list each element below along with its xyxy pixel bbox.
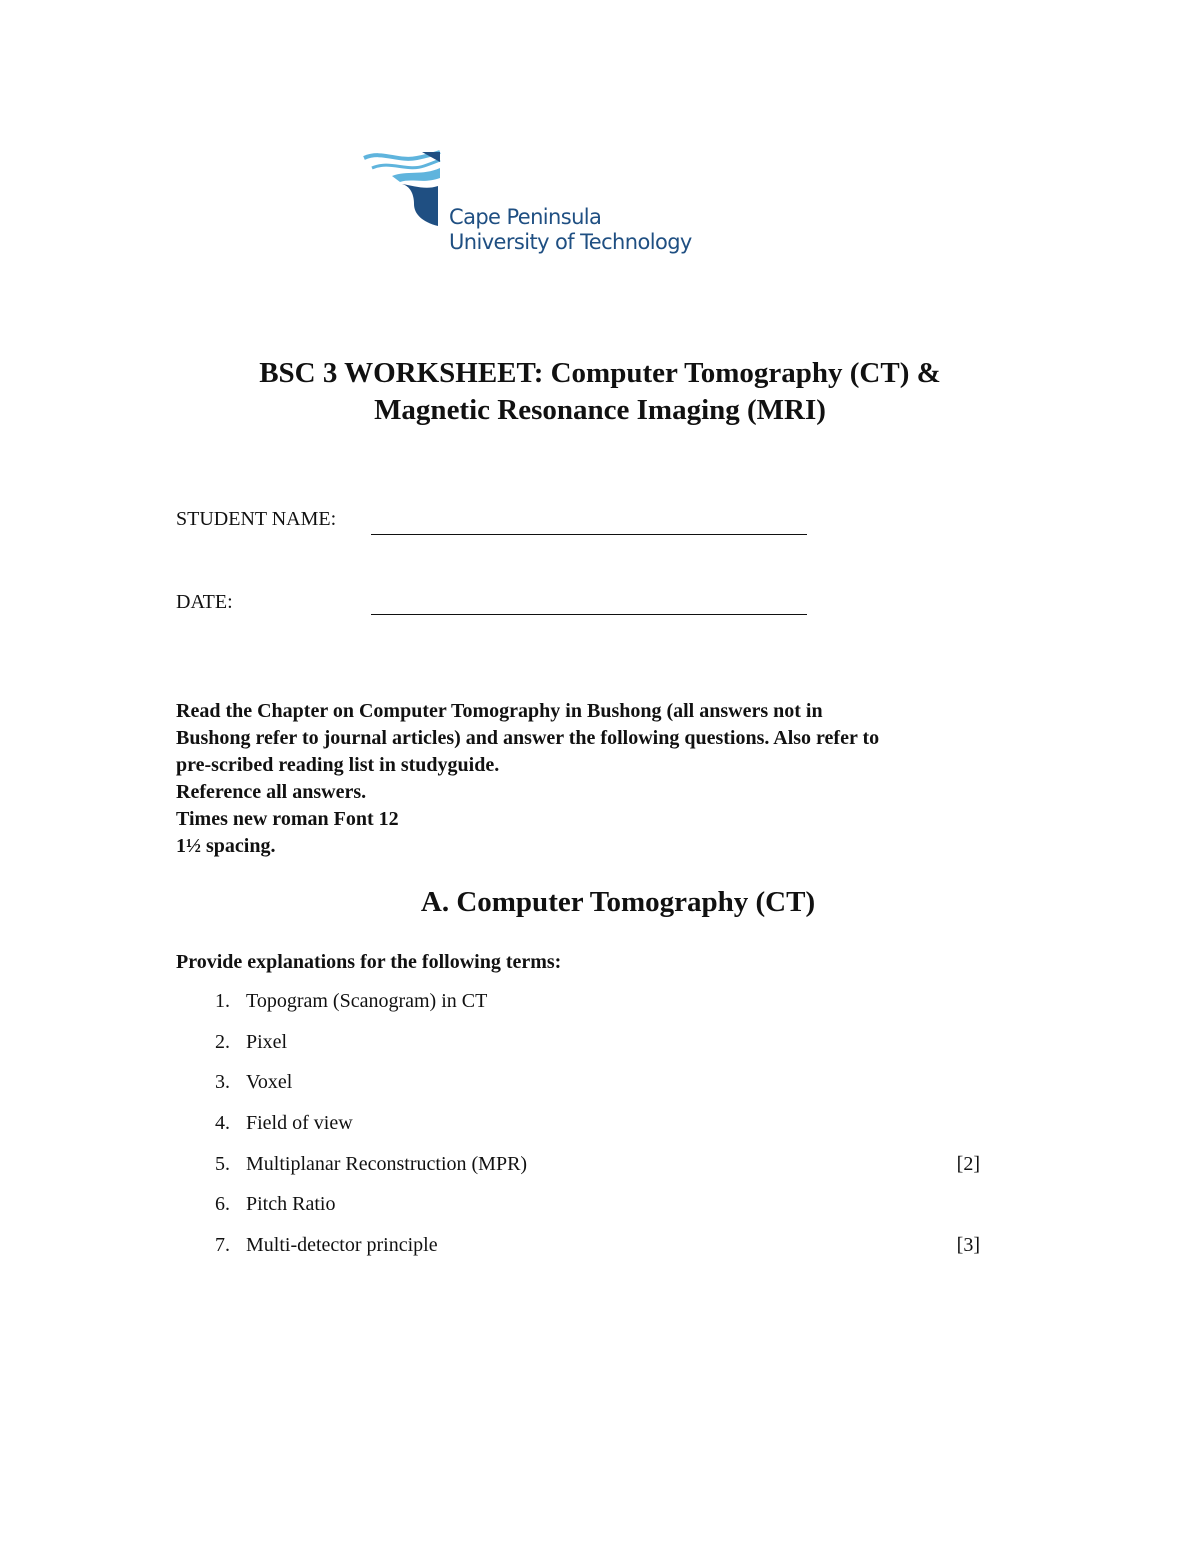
term-number: 6.	[215, 1193, 230, 1216]
logo-line-2: University of Technology	[449, 230, 692, 254]
section-heading: A. Computer Tomography (CT)	[420, 886, 816, 918]
list-item	[176, 1234, 996, 1275]
term-marks: [2]	[956, 1152, 980, 1175]
term-number: 4.	[215, 1112, 230, 1135]
logo-line-1: Cape Peninsula	[449, 205, 602, 229]
student-name-blank-line[interactable]	[371, 534, 807, 535]
term-number: 5.	[215, 1152, 230, 1175]
term-text: Pitch Ratio	[246, 1193, 336, 1216]
title-line-2: Magnetic Resonance Imaging (MRI)	[374, 394, 826, 426]
instruction-line: 1½ spacing.	[176, 835, 276, 857]
university-logo	[362, 150, 702, 260]
term-text: Field of view	[246, 1112, 353, 1135]
term-text: Pixel	[246, 1030, 288, 1053]
student-name-label: STUDENT NAME:	[176, 508, 337, 530]
term-text: Voxel	[246, 1071, 293, 1094]
list-item	[176, 1031, 996, 1072]
date-label: DATE:	[176, 591, 233, 613]
term-number: 1.	[215, 990, 230, 1012]
list-item	[176, 1071, 996, 1112]
page-title	[0, 355, 1200, 429]
instruction-line: Reference all answers.	[176, 781, 367, 803]
term-number: 3.	[215, 1071, 230, 1094]
list-item	[176, 1153, 996, 1194]
list-item	[176, 1193, 996, 1234]
date-blank-line[interactable]	[371, 614, 807, 615]
term-number: 7.	[215, 1234, 230, 1257]
list-item	[176, 990, 996, 1031]
term-text: Multiplanar Reconstruction (MPR)	[246, 1152, 528, 1175]
term-marks: [3]	[956, 1234, 980, 1257]
instruction-line: Times new roman Font 12	[176, 808, 399, 830]
instruction-line: Read the Chapter on Computer Tomography in Bushong (all answers not in	[176, 700, 823, 722]
title-line-1: BSC 3 WORKSHEET: Computer Tomography (CT) &	[259, 357, 941, 389]
terms-list	[176, 990, 996, 1275]
term-text: Multi-detector principle	[246, 1234, 438, 1257]
term-text: Topogram (Scanogram) in CT	[246, 990, 488, 1012]
instruction-line: Bushong refer to journal articles) and answer the following questions. Also refer to	[176, 727, 880, 749]
section-prompt: Provide explanations for the following terms:	[176, 951, 562, 973]
instructions-block	[176, 698, 1026, 860]
instruction-line: pre-scribed reading list in studyguide.	[176, 754, 500, 776]
term-number: 2.	[215, 1030, 230, 1053]
list-item	[176, 1112, 996, 1153]
